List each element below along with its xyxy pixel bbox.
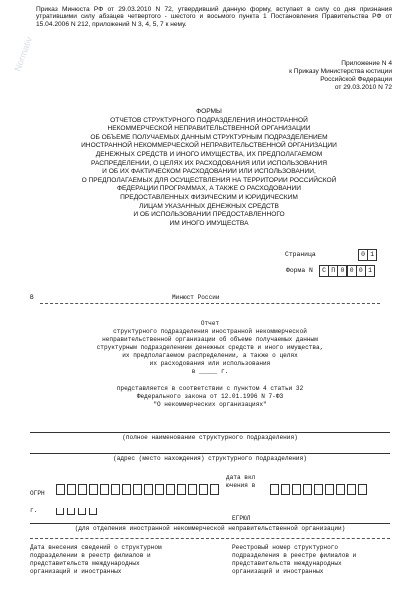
ogrn-cell[interactable]	[155, 484, 164, 495]
year-suffix: г.	[30, 507, 38, 514]
form-cell: 0	[337, 265, 347, 277]
title-line: О ПРЕДПОЛАГАЕМЫХ ДЛЯ ОСУЩЕСТВЛЕНИЯ НА ТЕРРИТОРИИ РОССИЙСКОЙ	[81, 176, 337, 184]
form-cell: С	[319, 265, 329, 277]
footer-right-line: представительств международных	[232, 560, 342, 567]
title-line: ИМ ИНОГО ИМУЩЕСТВА	[169, 219, 249, 227]
bracket-mark	[56, 508, 64, 515]
inclusion-date-label: дата включения в	[226, 474, 256, 489]
date-cell[interactable]	[281, 484, 290, 495]
title-line: ОБ ОБЪЕМЕ ПОЛУЧАЕМЫХ ДАННЫМ СТРУКТУРНЫМ ПОДРАЗДЕЛЕНИЕМ	[90, 133, 328, 141]
title-line: НЕКОММЕРЧЕСКОЙ НЕПРАВИТЕЛЬСТВЕННОЙ ОРГАНИЗАЦИИ	[107, 125, 311, 133]
form-cell: 1	[365, 265, 375, 277]
title-line: ЛИЦАМ УКАЗАННЫХ ДЕНЕЖНЫХ СРЕДСТВ	[139, 202, 279, 210]
title-line: ФЕДЕРАЦИИ ПРОГРАММАХ, А ТАКЖЕ О РАСХОДОВАНИИ	[116, 185, 302, 193]
ogrn-cell[interactable]	[177, 484, 186, 495]
page-label: Страница	[285, 251, 316, 258]
report-line: их предполагаемом распределении, а также о целях	[122, 352, 298, 359]
form-number-cells	[319, 265, 374, 277]
form-cell: П	[328, 265, 338, 277]
form-cell: 0	[356, 265, 366, 277]
recipient-prefix: В	[30, 294, 34, 301]
intro-note: Приказ Минюста РФ от 29.03.2010 N 72, утвердивший данную форму, вступает в силу со дня признания утратившими силу абзацев четвертого - шестого и восьмого пункта 1 Постановления Правительства РФ от 15.04.2006 N 212, приложений N 3, 4, 5, 7 к нему.	[36, 6, 392, 28]
basis-line: Федерального закона от 12.01.1996 N 7-ФЗ	[136, 393, 284, 400]
date-cell[interactable]	[303, 484, 312, 495]
report-block	[40, 320, 380, 376]
title-line: И ОБ ИХ ФАКТИЧЕСКОМ РАСХОДОВАНИИ ИЛИ ИСПОЛЬЗОВАНИИ,	[102, 168, 316, 176]
date-cell[interactable]	[270, 484, 279, 495]
title-line: И ОБ ИСПОЛЬЗОВАНИИ ПРЕДОСТАВЛЕННОГО	[133, 211, 285, 219]
annex-line: Приложение N 4	[341, 60, 392, 67]
ogrn-cell[interactable]	[78, 484, 87, 495]
date-cell[interactable]	[358, 484, 367, 495]
date-cell[interactable]	[314, 484, 323, 495]
bracket-mark	[89, 508, 97, 515]
divider	[40, 303, 380, 304]
report-line: структурным подразделением денежных средств и иного имущества,	[96, 344, 324, 351]
ogrn-cell[interactable]	[188, 484, 197, 495]
ogrn-cell[interactable]	[199, 484, 208, 495]
ogrn-label: ОГРН	[30, 490, 45, 497]
report-line: их расходования или использования	[149, 360, 271, 367]
ogrn-cell[interactable]	[67, 484, 76, 495]
report-line: неправительственной организации об объеме получаемых данным	[102, 336, 318, 343]
report-line: структурного подразделения иностранной некоммерческой	[113, 328, 307, 335]
page-number-cells	[358, 249, 376, 261]
document-title	[26, 108, 392, 228]
report-period: в _____ г.	[191, 368, 229, 375]
basis-line: "О некоммерческих организациях"	[153, 401, 267, 408]
date-cell[interactable]	[336, 484, 345, 495]
bracket-mark	[67, 508, 75, 515]
page-cell: 0	[358, 249, 368, 261]
name-field-line[interactable]	[30, 432, 390, 433]
recipient-ministry: Минюст России	[172, 294, 220, 301]
date-cell[interactable]	[325, 484, 334, 495]
registry-number-column	[232, 544, 392, 576]
title-line: ДЕНЕЖНЫХ СРЕДСТВ И ИНОГО ИМУЩЕСТВА, ИХ ПРЕДПОЛАГАЕМОМ	[95, 150, 323, 158]
title-line: ФОРМЫ	[196, 108, 222, 115]
ogrn-cell[interactable]	[144, 484, 153, 495]
form-cell: 0	[347, 265, 357, 277]
annex-line: к Приказу Министерства юстиции	[289, 68, 392, 75]
branch-caption: (для отделения иностранной некоммерческой неправительственной организации)	[74, 525, 346, 532]
footer-right-line: подразделения в реестре филиалов и	[232, 552, 357, 559]
ogrn-cell[interactable]	[56, 484, 65, 495]
watermark-logo	[6, 2, 35, 82]
title-line: ПРЕДОСТАВЛЕННЫХ ФИЗИЧЕСКИМ И ЮРИДИЧЕСКИМ	[120, 193, 298, 201]
ogrn-cell[interactable]	[133, 484, 142, 495]
address-caption: (адрес (место нахождения) структурного подразделения)	[113, 455, 307, 462]
divider	[30, 538, 390, 539]
bracket-mark	[78, 508, 86, 515]
address-field-line[interactable]	[30, 453, 390, 454]
footer-left-line: представительств международных	[30, 560, 140, 567]
date-cell[interactable]	[347, 484, 356, 495]
egrul-label: ЕГРЮЛ	[232, 515, 251, 522]
footer-right-line: организаций и иностранных	[232, 568, 324, 575]
footer-left-line: организаций и иностранных	[30, 568, 122, 575]
inclusion-date-cells[interactable]	[270, 484, 369, 495]
basis-line: представляется в соответствии с пунктом 4 статьи 32	[116, 385, 304, 392]
registry-date-column	[30, 544, 200, 576]
svg-text:Normativ: Normativ	[12, 35, 35, 73]
footer-right-line: Реестровый номер структурного	[232, 544, 339, 551]
report-line: Отчет	[200, 320, 220, 327]
legal-basis	[40, 385, 380, 409]
page-cell: 1	[367, 249, 377, 261]
title-line: ОТЧЕТОВ СТРУКТУРНОГО ПОДРАЗДЕЛЕНИЯ ИНОСТРАННОЙ	[110, 116, 308, 124]
name-caption: (полное наименование структурного подразделения)	[122, 434, 298, 441]
footer-left-line: подразделении в реестр филиалов и	[30, 552, 151, 559]
title-line: ИНОСТРАННОЙ НЕКОММЕРЧЕСКОЙ НЕПРАВИТЕЛЬСТВЕННОЙ ОРГАНИЗАЦИИ	[81, 142, 337, 150]
ogrn-brackets	[56, 508, 100, 515]
annex-reference	[250, 60, 392, 92]
ogrn-cell[interactable]	[89, 484, 98, 495]
title-line: РАСПРЕДЕЛЕНИИ, О ЦЕЛЯХ ИХ РАСХОДОВАНИЯ ИЛИ ИСПОЛЬЗОВАНИЯ	[91, 159, 327, 167]
ogrn-cell[interactable]	[122, 484, 131, 495]
ogrn-cells[interactable]	[56, 484, 221, 495]
date-cell[interactable]	[292, 484, 301, 495]
form-label: Форма N	[286, 267, 313, 274]
ogrn-cell[interactable]	[100, 484, 109, 495]
annex-line: Российской Федерации	[320, 76, 392, 83]
ogrn-cell[interactable]	[111, 484, 120, 495]
footer-left-line: Дата внесения сведений о структурном	[30, 544, 162, 551]
annex-line: от 29.03.2010 N 72	[334, 84, 392, 91]
ogrn-cell[interactable]	[166, 484, 175, 495]
ogrn-cell[interactable]	[210, 484, 219, 495]
branch-field-line[interactable]	[30, 523, 390, 524]
